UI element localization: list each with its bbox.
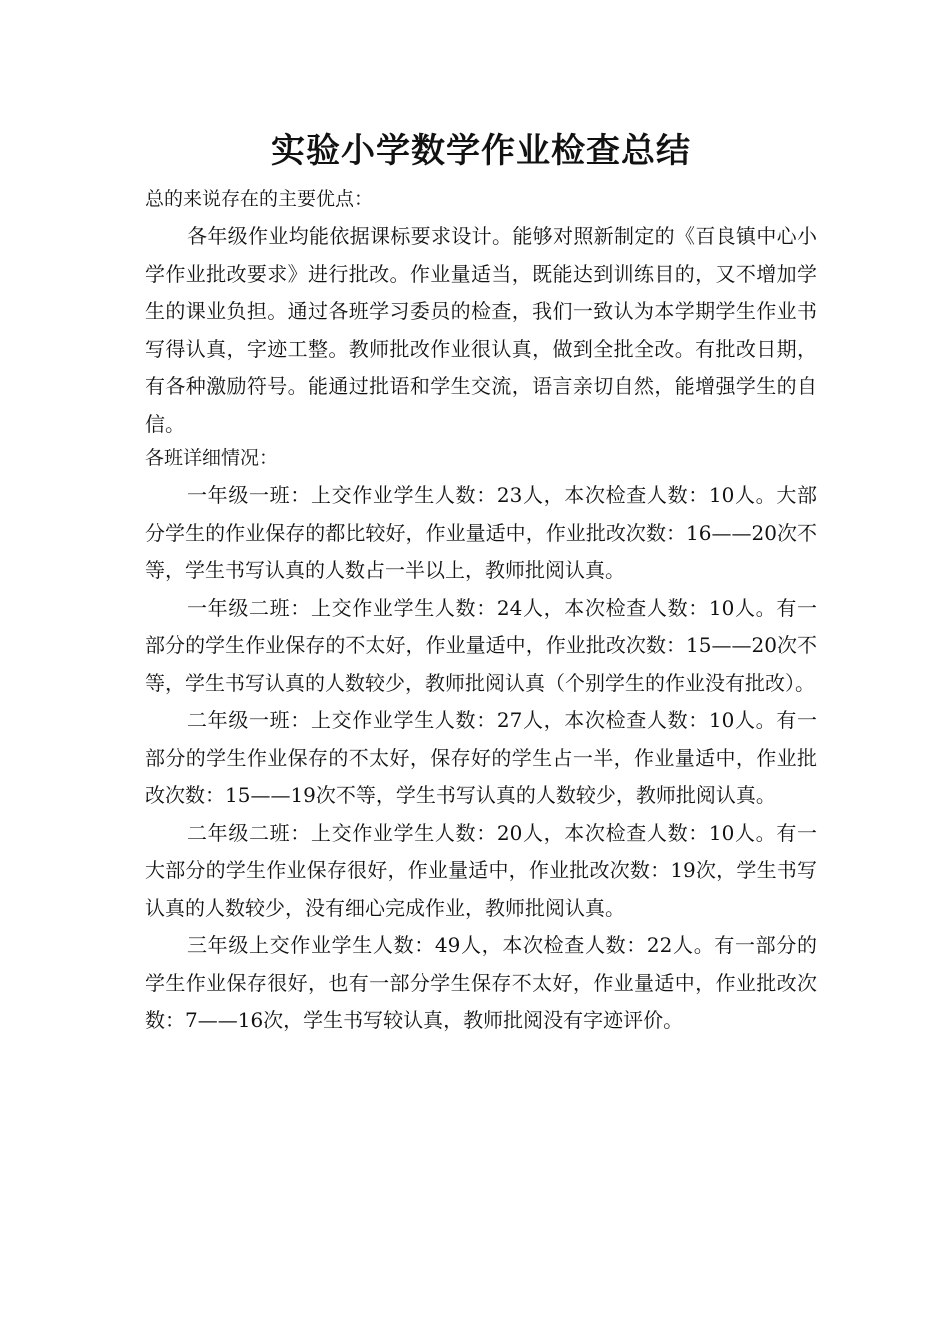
class-report-paragraph: 三年级上交作业学生人数：49人，本次检查人数：22人。有一部分的学生作业保存很好，也有一部分学生保存不太好，作业量适中，作业批改次数：7——16次，学生书写较认真，教师批阅没有字迹评价。 — [145, 933, 817, 1032]
document-page — [145, 128, 817, 1040]
section-heading-strengths: 总的来说存在的主要优点： — [145, 188, 374, 210]
section-heading-class-details: 各班详细情况： — [145, 447, 279, 469]
document-title: 实验小学数学作业检查总结 — [271, 131, 691, 171]
class-report-paragraph: 二年级一班：上交作业学生人数：27人，本次检查人数：10人。有一部分的学生作业保存的不太好，保存好的学生占一半，作业量适中，作业批改次数：15——19次不等，学生书写认真的人数较少，教师批阅认真。 — [145, 708, 817, 807]
class-report-paragraph: 一年级二班：上交作业学生人数：24人，本次检查人数：10人。有一部分的学生作业保存的不太好，作业量适中，作业批改次数：15——20次不等，学生书写认真的人数较少，教师批阅认真（个别学生的作业没有批改）。 — [145, 595, 817, 695]
strengths-paragraph: 各年级作业均能依据课标要求设计。能够对照新制定的《百良镇中心小学作业批改要求》进行批改。作业量适当，既能达到训练目的，又不增加学生的课业负担。通过各班学习委员的检查，我们一致认为本学期学生作业书写得认真，字迹工整。教师批改作业很认真，做到全批全改。有批改日期，有各种激励符号。能通过批语和学生交流，语言亲切自然，能增强学生的自信。 — [145, 224, 817, 436]
class-report-paragraph: 二年级二班：上交作业学生人数：20人，本次检查人数：10人。有一大部分的学生作业保存很好，作业量适中，作业批改次数：19次，学生书写认真的人数较少，没有细心完成作业，教师批阅认真。 — [145, 820, 817, 920]
class-report-paragraph: 一年级一班：上交作业学生人数：23人，本次检查人数：10人。大部分学生的作业保存的都比较好，作业量适中，作业批改次数：16——20次不等，学生书写认真的人数占一半以上，教师批阅认真。 — [145, 483, 817, 582]
